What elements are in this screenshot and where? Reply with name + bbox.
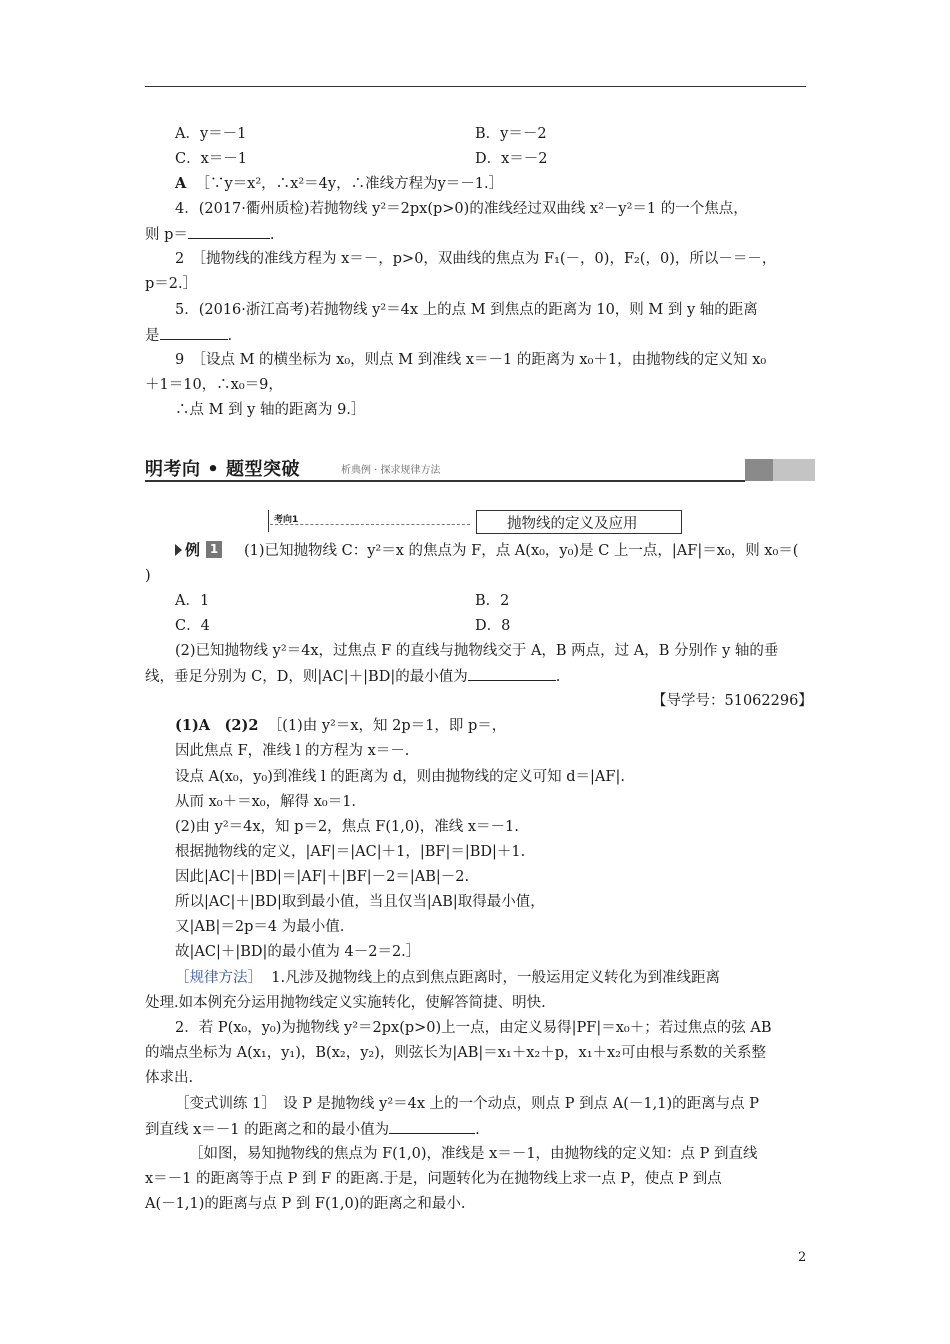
q5-line2 xyxy=(145,325,232,346)
variant-answer-line2: x＝－1 的距离等于点 P 到 F 的距离.于是，问题转化为在抛物线上求一点 P，使点 P 到点 xyxy=(145,1171,722,1187)
method-line4: 的端点坐标为 A(x₁，y₁)，B(x₂，y₂)，则弦长为|AB|＝x₁＋x₂＋p，x₁＋x₂可由根与系数的关系整 xyxy=(145,1045,766,1061)
kaoxiang-dash xyxy=(270,524,470,525)
guide-number: 【导学号：51062296】 xyxy=(652,693,813,709)
solution-line0 xyxy=(175,716,506,736)
q4-line2 xyxy=(145,224,275,245)
method-line5: 体求出. xyxy=(145,1070,194,1086)
example-opt-c: C．4 xyxy=(175,618,210,634)
q5-answer-line2: ＋1＝10，∴x₀＝9， xyxy=(145,377,283,393)
section-decor-dark xyxy=(745,459,773,481)
option-c: C．x＝－1 xyxy=(175,151,247,167)
section-rule xyxy=(145,480,745,482)
kaoxiang-bar xyxy=(268,510,269,532)
page-number: 2 xyxy=(798,1250,807,1265)
section-subtitle: 析典例 · 探求规律方法 xyxy=(341,465,441,476)
solution-line: (2)由 y²＝4x，知 p＝2，焦点 F(1,0)，准线 x＝－1. xyxy=(175,819,519,835)
example-part2-line1: (2)已知抛物线 y²＝4x，过焦点 F 的直线与抛物线交于 A，B 两点，过 A，B 分别作 y 轴的垂 xyxy=(175,643,779,659)
section-header xyxy=(145,453,815,481)
q3-answer xyxy=(175,174,503,194)
answer-blank xyxy=(389,1119,475,1134)
q4-answer-line2: p＝2.］ xyxy=(145,276,198,292)
q4-line1: 4．(2017·衢州质检)若抛物线 y²＝2px(p>0)的准线经过双曲线 x²－y²＝1 的一个焦点， xyxy=(175,201,748,217)
option-b: B．y＝－2 xyxy=(475,126,547,142)
method-label: ［规律方法］ xyxy=(175,970,262,986)
q4-answer-line1: 2 ［抛物线的准线方程为 x＝－，p>0，双曲线的焦点为 F₁(－，0)，F₂(，0)，所以－＝－， xyxy=(175,251,777,267)
answer-blank xyxy=(160,325,228,340)
variant-answer-line1: ［如图，易知抛物线的焦点为 F(1,0)，准线是 x＝－1，由抛物线的定义知：点 P 到直线 xyxy=(189,1146,758,1162)
q4-line2-text: 则 p＝ xyxy=(145,227,188,243)
variant-line2-end: . xyxy=(475,1122,480,1138)
answer-blank xyxy=(188,224,270,239)
section-title: 明考向 • 题型突破 xyxy=(145,459,301,480)
variant-line1: ［变式训练 1］ 设 P 是抛物线 y²＝4x 上的一个动点，则点 P 到点 A(－1,1)的距离与点 P xyxy=(175,1096,759,1112)
solution-line: 根据抛物线的定义，|AF|＝|AC|＋1，|BF|＝|BD|＋1. xyxy=(175,844,526,860)
option-d: D．x＝－2 xyxy=(475,151,548,167)
example-opt-a: A．1 xyxy=(175,593,210,609)
solution-line: 又|AB|＝2p＝4 为最小值. xyxy=(175,919,345,935)
example-part2-line2-end: . xyxy=(555,669,561,685)
answer-blank xyxy=(468,666,556,681)
example-number: 1 xyxy=(206,541,222,558)
kaoxiang-label: 考向1 xyxy=(274,515,299,525)
solution-line-text: ［(1)由 y²＝x，知 2p＝1，即 p＝， xyxy=(267,718,507,734)
solution-line: 所以|AC|＋|BD|取到最小值，当且仅当|AB|取得最小值， xyxy=(175,894,545,910)
triangle-arrow-icon xyxy=(175,544,182,556)
method-line3: 2．若 P(x₀，y₀)为抛物线 y²＝2px(p>0)上一点，由定义易得|PF|＝x₀＋；若过焦点的弦 AB xyxy=(175,1020,772,1036)
example-line1: (1)已知抛物线 C：y²＝x 的焦点为 F，点 A(x₀，y₀)是 C 上一点，|AF|＝x₀，则 x₀＝( xyxy=(244,543,799,559)
variant-line2-text: 到直线 x＝－1 的距离之和的最小值为 xyxy=(145,1122,390,1138)
q5-answer-line3: ∴点 M 到 y 轴的距离为 9.］ xyxy=(175,402,366,418)
example-opt-b: B．2 xyxy=(475,593,510,609)
kaoxiang-title: 抛物线的定义及应用 xyxy=(507,516,638,532)
solution-line: 因此焦点 F，准线 l 的方程为 x＝－. xyxy=(175,743,410,759)
q5-answer-line1: 9 ［设点 M 的横坐标为 x₀，则点 M 到准线 x＝－1 的距离为 x₀＋1，由抛物线的定义知 x₀ xyxy=(175,352,767,368)
variant-line2 xyxy=(145,1119,480,1140)
solution-line: 因此|AC|＋|BD|＝|AF|＋|BF|－2＝|AB|－2. xyxy=(175,869,470,885)
kaoxiang-title-box xyxy=(476,510,682,534)
solution-line: 故|AC|＋|BD|的最小值为 4－2＝2.］ xyxy=(175,944,421,960)
section-decor-light xyxy=(773,459,815,481)
q3-answer-text: ［∵y＝x²，∴x²＝4y，∴准线方程为y＝－1.］ xyxy=(195,176,504,192)
example-opt-d: D．8 xyxy=(475,618,511,634)
method-line2: 处理.如本例充分运用抛物线定义实施转化，使解答简捷、明快. xyxy=(145,995,546,1011)
variant-answer-line3: A(－1,1)的距离与点 P 到 F(1,0)的距离之和最小. xyxy=(145,1196,466,1212)
example-part2-line2-text: 线，垂足分别为 C，D，则|AC|＋|BD|的最小值为 xyxy=(145,669,468,685)
q5-line1: 5．(2016·浙江高考)若抛物线 y²＝4x 上的点 M 到焦点的距离为 10，则 M 到 y 轴的距离 xyxy=(175,302,758,318)
q5-line2-text: 是 xyxy=(145,328,160,344)
q3-answer-letter: A xyxy=(175,175,187,192)
solution-line: 设点 A(x₀，y₀)到准线 l 的距离为 d，则由抛物线的定义可知 d＝|AF|. xyxy=(175,769,625,785)
q5-line2-end: . xyxy=(227,328,233,344)
example-part2-line2 xyxy=(145,666,560,687)
method-line1-text: 1.凡涉及抛物线上的点到焦点距离时，一般运用定义转化为到准线距离 xyxy=(271,970,721,986)
kaoxiang-tag xyxy=(268,510,476,532)
method-line1 xyxy=(175,968,720,988)
example-word: 例 xyxy=(185,541,201,559)
option-a: A．y＝－1 xyxy=(175,126,247,142)
example-line1b: ) xyxy=(145,568,151,584)
header-rule xyxy=(145,86,806,87)
q4-line2-end: . xyxy=(269,227,275,243)
solution-line: 从而 x₀＋＝x₀，解得 x₀＝1. xyxy=(175,794,357,810)
solution-head: (1)A (2)2 xyxy=(175,717,259,734)
